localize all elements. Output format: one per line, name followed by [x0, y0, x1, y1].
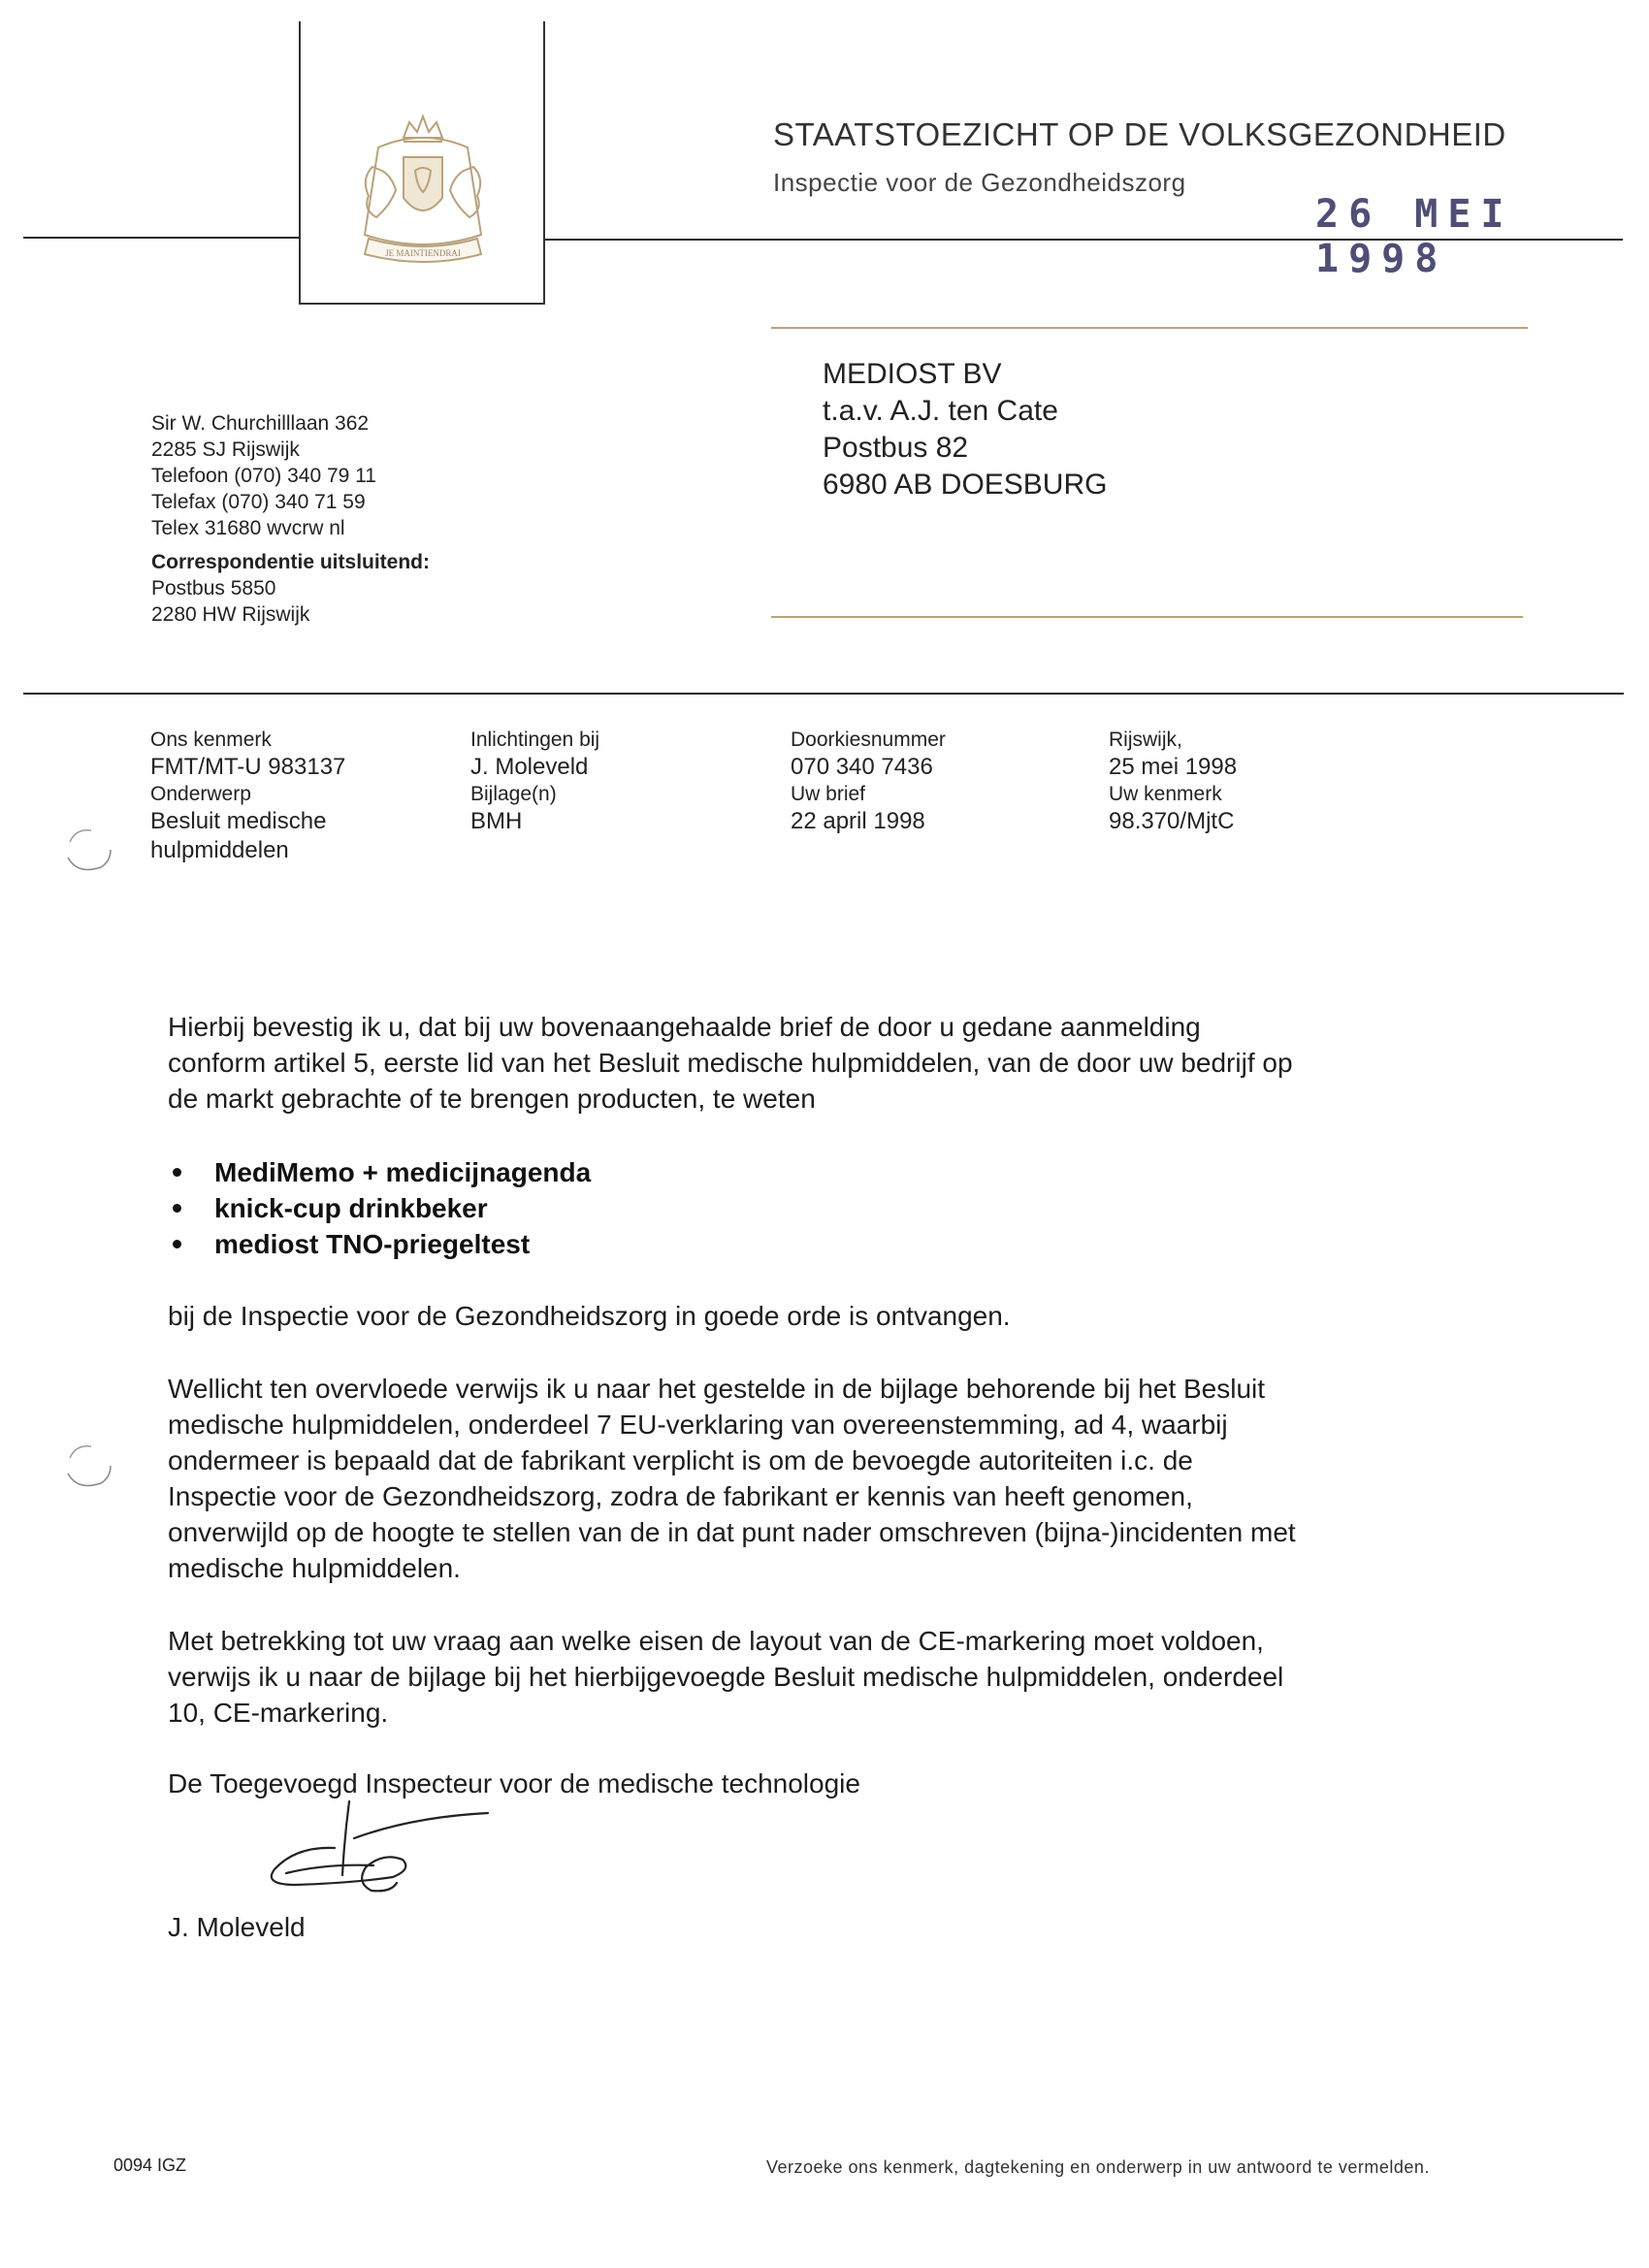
- reference-divider: [23, 693, 1624, 695]
- text-line: medische hulpmiddelen, onderdeel 7 EU-verklaring van overeenstemming, ad 4, waarbij: [168, 1409, 1228, 1440]
- recipient-line: MEDIOST BV: [823, 358, 1002, 390]
- product-list: [168, 1154, 591, 1262]
- punch-hole-icon: [62, 1441, 116, 1495]
- list-item: [168, 1154, 591, 1190]
- received-sentence: bij de Inspectie voor de Gezondheidszorg in goede orde is ontvangen.: [168, 1301, 1011, 1331]
- letterhead-rule-left: [23, 237, 300, 239]
- notice-paragraph: [168, 1371, 1468, 1586]
- royal-coat-of-arms-icon: [340, 109, 506, 274]
- text-line: Hierbij bevestig ik u, dat bij uw bovenaangehaalde brief de door u gedane aanmelding: [168, 1012, 1201, 1042]
- received-date-stamp: 26 MEI 1998: [1315, 192, 1514, 281]
- recipient-line: 6980 AB DOESBURG: [823, 469, 1108, 501]
- ce-marking-paragraph: [168, 1623, 1468, 1731]
- doorkies-value: 070 340 7436: [791, 754, 933, 780]
- footer-notice: Verzoeke ons kenmerk, dagtekening en onderwerp in uw antwoord te vermelden.: [766, 2157, 1430, 2177]
- doorkies-label: Doorkiesnummer: [791, 729, 946, 751]
- onderwerp-value-line1: Besluit medische: [150, 808, 327, 834]
- intro-paragraph: [168, 1009, 1468, 1117]
- bullet-icon: [173, 1240, 181, 1248]
- agency-name: STAATSTOEZICHT OP DE VOLKSGEZONDHEID: [773, 116, 1506, 152]
- address-line: 2285 SJ Rijswijk: [151, 438, 300, 461]
- uw-brief-label: Uw brief: [791, 783, 866, 805]
- product-name: MediMemo + medicijnagenda: [214, 1157, 592, 1187]
- product-name: knick-cup drinkbeker: [214, 1193, 488, 1223]
- reference-column-contact: [470, 728, 599, 836]
- reference-column-ours: [150, 728, 345, 865]
- signatory-name: J. Moleveld: [168, 1912, 306, 1942]
- bijlage-value: BMH: [470, 808, 523, 834]
- reference-column-date: [1109, 728, 1237, 836]
- text-line: verwijs ik u naar de bijlage bij het hierbijgevoegde Besluit medische hulpmiddelen, onderdeel: [168, 1662, 1284, 1692]
- text-line: conform artikel 5, eerste lid van het Besluit medische hulpmiddelen, van de door uw bedrijf op: [168, 1048, 1293, 1078]
- crest-frame: [299, 21, 545, 305]
- address-line: Telefax (070) 340 71 59: [151, 491, 366, 513]
- uw-kenmerk-label: Uw kenmerk: [1109, 783, 1222, 805]
- uw-brief-value: 22 april 1998: [791, 808, 925, 834]
- onderwerp-value-line2: hulpmiddelen: [150, 837, 289, 863]
- correspondence-label: Correspondentie uitsluitend:: [151, 551, 431, 573]
- list-item: [168, 1226, 591, 1262]
- bullet-icon: [173, 1168, 181, 1177]
- product-name: mediost TNO-priegeltest: [214, 1229, 531, 1259]
- text-line: Wellicht ten overvloede verwijs ik u naar het gestelde in de bijlage behorende bij het Besluit: [168, 1374, 1266, 1404]
- text-line: 10, CE-markering.: [168, 1698, 389, 1728]
- text-line: medische hulpmiddelen.: [168, 1553, 461, 1583]
- crest-motto: JE MAINTIENDRAI: [385, 248, 461, 258]
- address-line: Telex 31680 wvcrw nl: [151, 517, 345, 539]
- text-line: ondermeer is bepaald dat de fabrikant verplicht is om de bevoegde autoriteiten i.c. de: [168, 1445, 1193, 1475]
- recipient-line: Postbus 82: [823, 432, 969, 464]
- uw-kenmerk-value: 98.370/MjtC: [1109, 808, 1235, 834]
- punch-hole-icon: [62, 825, 116, 879]
- handwritten-signature: [257, 1799, 509, 1906]
- bijlage-label: Bijlage(n): [470, 783, 557, 805]
- department-name: Inspectie voor de Gezondheidszorg: [773, 168, 1186, 197]
- ons-kenmerk-value: FMT/MT-U 983137: [150, 754, 346, 780]
- bullet-icon: [173, 1204, 181, 1213]
- correspondence-line: 2280 HW Rijswijk: [151, 603, 310, 626]
- letter-date: 25 mei 1998: [1109, 754, 1238, 780]
- list-item: [168, 1190, 591, 1226]
- form-code: 0094 IGZ: [113, 2155, 187, 2175]
- recipient-rule-bottom: [771, 616, 1523, 618]
- reference-column-phone: [791, 728, 946, 836]
- recipient-line: t.a.v. A.J. ten Cate: [823, 395, 1058, 427]
- signature-title: De Toegevoegd Inspecteur voor de medische technologie: [168, 1768, 860, 1798]
- inlichtingen-label: Inlichtingen bij: [470, 729, 600, 751]
- text-line: de markt gebrachte of te brengen producten, te weten: [168, 1084, 816, 1114]
- place-label: Rijswijk,: [1109, 729, 1182, 751]
- address-line: Telefoon (070) 340 79 11: [151, 465, 376, 487]
- sender-address: [151, 410, 430, 628]
- recipient-rule-top: [771, 327, 1528, 329]
- text-line: onverwijld op de hoogte te stellen van de in dat punt nader omschreven (bijna-)incidenten met: [168, 1517, 1296, 1547]
- address-line: Sir W. Churchilllaan 362: [151, 412, 370, 435]
- onderwerp-label: Onderwerp: [150, 783, 251, 805]
- text-line: Inspectie voor de Gezondheidszorg, zodra de fabrikant er kennis van heeft genomen,: [168, 1481, 1193, 1511]
- ons-kenmerk-label: Ons kenmerk: [150, 729, 272, 751]
- correspondence-line: Postbus 5850: [151, 577, 276, 599]
- recipient-address: [823, 356, 1107, 503]
- inlichtingen-value: J. Moleveld: [470, 754, 589, 780]
- text-line: Met betrekking tot uw vraag aan welke eisen de layout van de CE-markering moet voldoen,: [168, 1626, 1264, 1656]
